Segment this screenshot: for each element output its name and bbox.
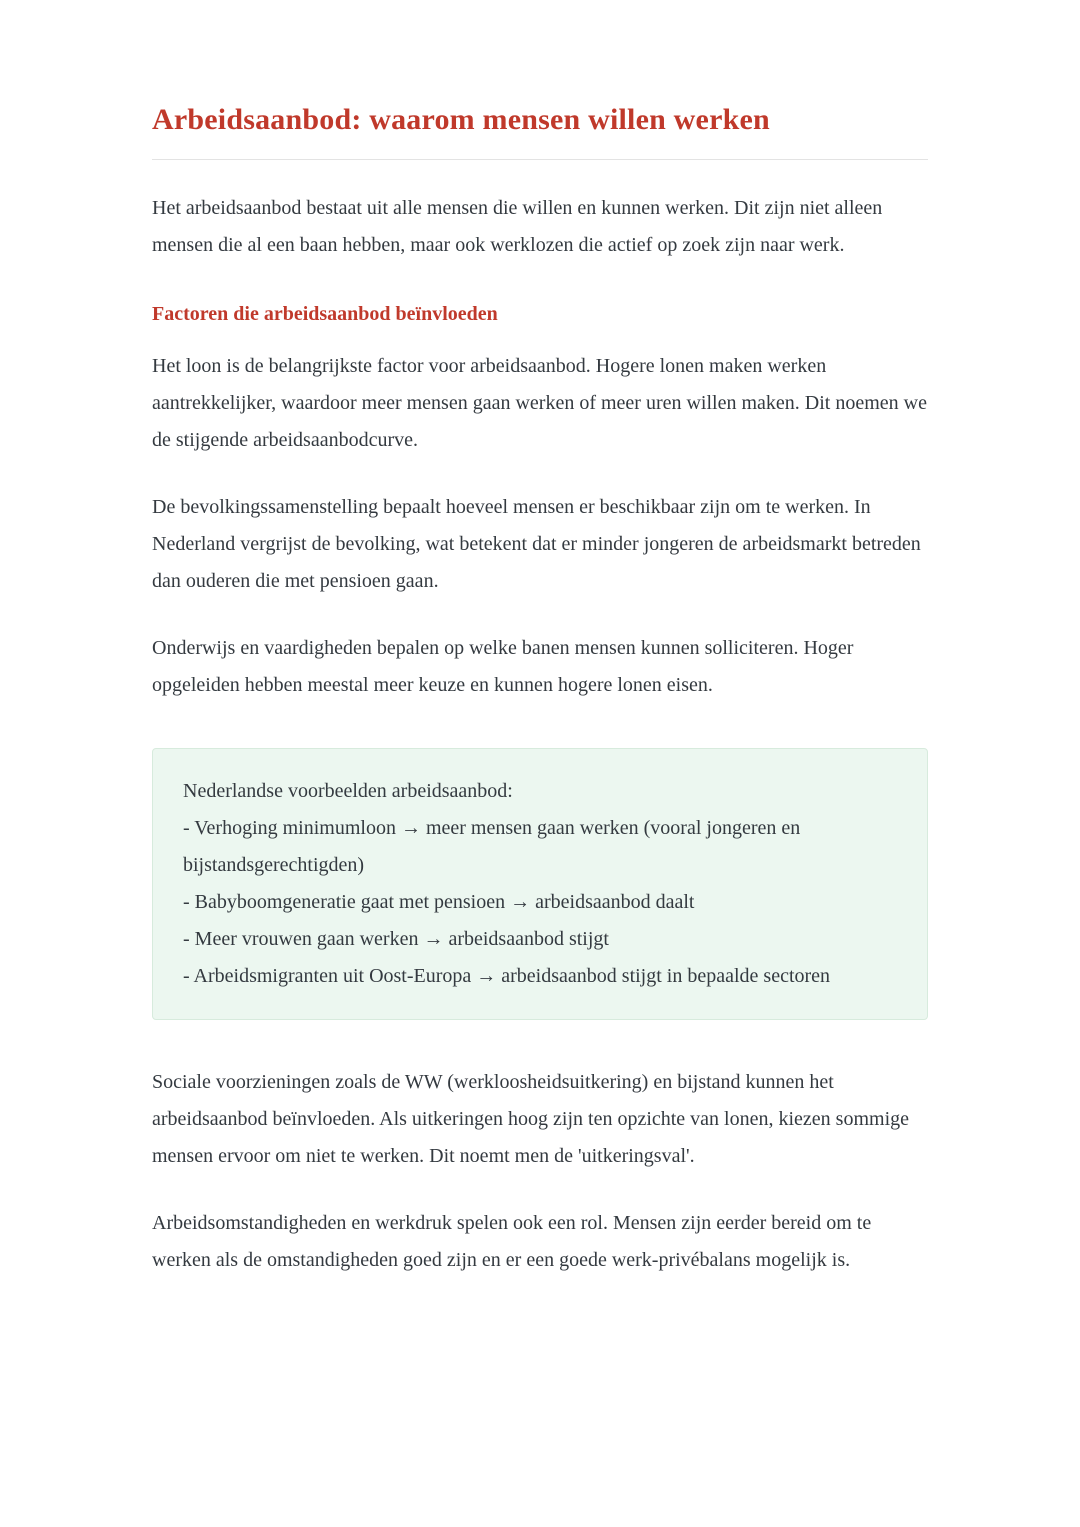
paragraph-education: Onderwijs en vaardigheden bepalen op welke banen mensen kunnen solliciteren. Hoger opgeleiden hebben meestal meer keuze en kunnen hogere lonen eisen. xyxy=(152,637,854,696)
paragraph-working-conditions: Arbeidsomstandigheden en werkdruk spelen ook een rol. Mensen zijn eerder bereid om te werken als de omstandigheden goed zijn en er een goede werk-privébalans mogelijk is. xyxy=(152,1212,872,1271)
example-box-item: - Verhoging minimumloon → meer mensen gaan werken (vooral jongeren en bijstandsgerechtigden) xyxy=(183,817,801,876)
paragraph-wage-factor: Het loon is de belangrijkste factor voor arbeidsaanbod. Hogere lonen maken werken aantrekkelijker, waardoor meer mensen gaan werken of meer uren willen maken. Dit noemen we de stijgende arbeidsaanbodcurve. xyxy=(152,355,927,451)
title-divider xyxy=(152,159,928,160)
section-heading: Factoren die arbeidsaanbod beïnvloeden xyxy=(152,303,498,325)
example-box-item: - Babyboomgeneratie gaat met pensioen → arbeidsaanbod daalt xyxy=(183,891,695,913)
paragraph-social-benefits: Sociale voorzieningen zoals de WW (werkloosheidsuitkering) en bijstand kunnen het arbeidsaanbod beïnvloeden. Als uitkeringen hoog zijn ten opzichte van lonen, kiezen sommige mensen ervoor om niet te werken. Dit noemt men de 'uitkeringsval'. xyxy=(152,1071,910,1167)
document-page xyxy=(152,0,928,1429)
example-box-title: Nederlandse voorbeelden arbeidsaanbod: xyxy=(183,780,513,802)
example-box-item: - Arbeidsmigranten uit Oost-Europa → arbeidsaanbod stijgt in bepaalde sectoren xyxy=(183,965,831,987)
intro-paragraph: Het arbeidsaanbod bestaat uit alle mensen die willen en kunnen werken. Dit zijn niet alleen mensen die al een baan hebben, maar ook werklozen die actief op zoek zijn naar werk. xyxy=(152,197,883,256)
paragraph-demographics: De bevolkingssamenstelling bepaalt hoeveel mensen er beschikbaar zijn om te werken. In Nederland vergrijst de bevolking, wat betekent dat er minder jongeren de arbeidsmarkt betreden dan ouderen die met pensioen gaan. xyxy=(152,496,921,592)
example-box-item: - Meer vrouwen gaan werken → arbeidsaanbod stijgt xyxy=(183,928,609,950)
example-box xyxy=(152,748,928,1020)
page-title: Arbeidsaanbod: waarom mensen willen werken xyxy=(152,103,770,136)
